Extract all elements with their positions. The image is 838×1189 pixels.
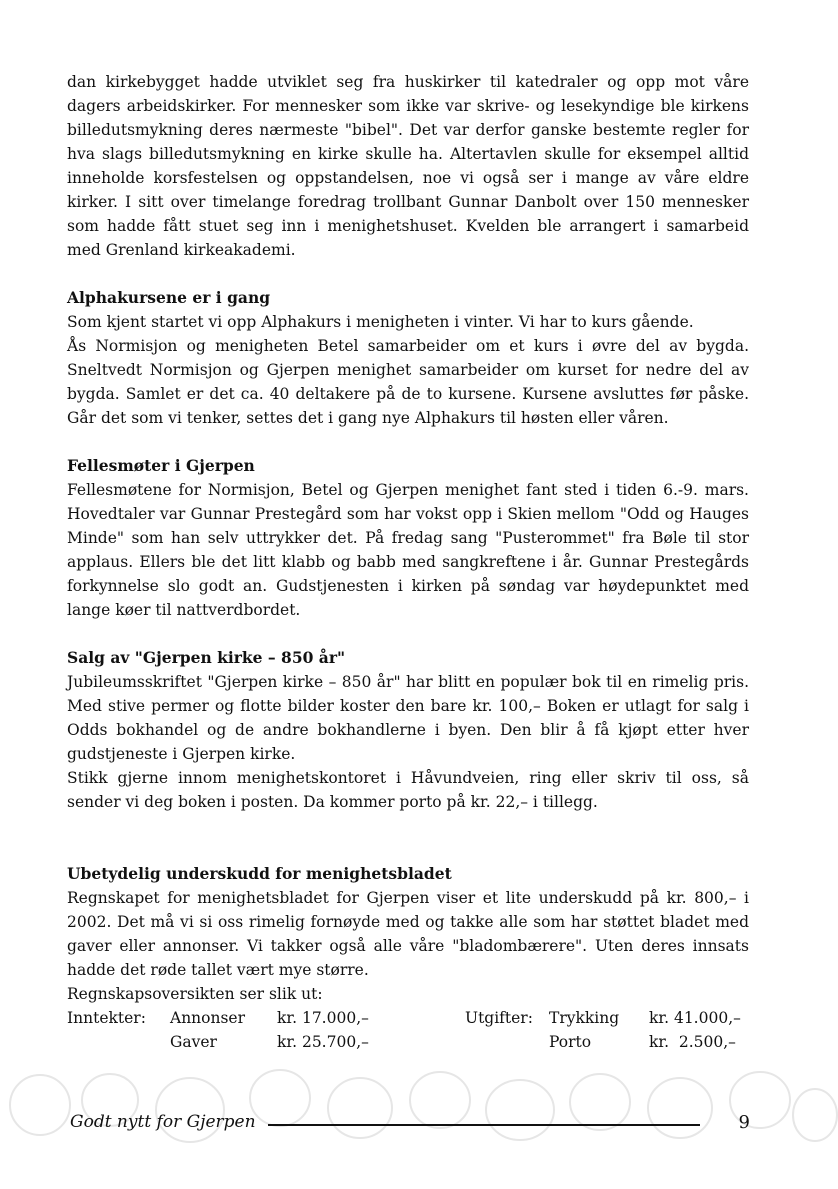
section-paragraph: Stikk gjerne innom menighetskontoret i Håvundveien, ring eller skriv til oss, så sender vi deg boken i posten. Da kommer porto på kr. 22,– i tillegg. [67,769,749,811]
article-body [67,70,749,1054]
section-alphakurs [67,286,749,430]
section-paragraph: Som kjent startet vi opp Alphakurs i menigheten i vinter. Vi har to kurs gående. [67,313,694,331]
income-item: Annonser [170,1009,246,1027]
footer-rule [268,1124,700,1126]
section-heading: Salg av "Gjerpen kirke – 850 år" [67,648,346,667]
section-salg [67,646,749,814]
income-amount: kr. 25.700,– [277,1033,369,1051]
intro-paragraph: dan kirkebygget hadde utviklet seg fra huskirker til katedraler og opp mot våre dagers arbeidskirker. For mennesker som ikke var skrive- og lesekyndige ble kirkens billedutsmykning deres nærmeste "bibel". Det var derfor ganske bestemte regler for hva slags billedutsmykning en kirke skulle ha. Altertavlen skulle for eksempel alltid inneholde korsfestelsen og oppstandelsen, noe vi også ser i mange av våre eldre kirker. I sitt over timelange foredrag trollbant Gunnar Danbolt over 150 mennesker som hadde fått stuet seg inn i menighetshuset. Kvelden ble arrangert i samarbeid med Grenland kirkeakademi. [67,73,749,259]
section-paragraph: Fellesmøtene for Normisjon, Betel og Gjerpen menighet fant sted i tiden 6.-9. mars. Hovedtaler var Gunnar Prestegård som har vokst opp i Skien mellom "Odd og Hauges Minde" som han selv uttrykker det. På fredag sang "Pusterommet" fra Bøle til stor applaus. Ellers ble det litt klabb og babb med sangkreftene i år. Gunnar Prestegårds forkynnelse slo godt an. Gudstjenesten i kirken på søndag var høydepunktet med lange køer til nattverdbordet. [67,481,749,619]
page-number: 9 [738,1112,750,1133]
expense-amount: kr. 41.000,– [649,1009,741,1027]
section-underskudd [67,862,749,1054]
publication-title: Godt nytt for Gjerpen [70,1112,256,1132]
income-item: Gaver [170,1033,217,1051]
section-paragraph: Regnskapsoversikten ser slik ut: [67,985,323,1003]
income-label: Inntekter: [67,1009,146,1027]
section-heading: Alphakursene er i gang [67,288,271,307]
section-heading: Ubetydelig underskudd for menighetsbladet [67,864,452,883]
expense-item: Porto [549,1033,592,1051]
page-footer [70,1110,750,1140]
expense-item: Trykking [549,1009,620,1027]
section-heading: Fellesmøter i Gjerpen [67,456,255,475]
section-paragraph: Jubileumsskriftet "Gjerpen kirke – 850 år" har blitt en populær bok til en rimelig pris. Med stive permer og flotte bilder koster den bare kr. 100,– Boken er utlagt for salg i Odds bokhandel og de andre bokhandlerne i byen. Den blir å få kjøpt etter hver gudstjeneste i Gjerpen kirke. [67,673,749,763]
section-paragraph: Ås Normisjon og menigheten Betel samarbeider om et kurs i øvre del av bygda. Sneltvedt Normisjon og Gjerpen menighet samarbeider om kurset for nedre del av bygda. Samlet er det ca. 40 deltakere på de to kursene. Kursene avsluttes før påske. Går det som vi tenker, settes det i gang nye Alphakurs til høsten eller våren. [67,337,749,427]
expense-label: Utgifter: [465,1009,533,1027]
income-amount: kr. 17.000,– [277,1009,369,1027]
section-paragraph: Regnskapet for menighetsbladet for Gjerpen viser et lite underskudd på kr. 800,– i 2002. Det må vi si oss rimelig fornøyde med og takke alle som har støttet bladet med gaver eller annonser. Vi takker også alle våre "bladombærere". Uten deres innsats hadde det røde tallet vært mye større. [67,889,749,979]
section-fellesmoter [67,454,749,622]
accounts-table [67,1006,749,1054]
expense-amount: kr. 2.500,– [649,1033,736,1051]
